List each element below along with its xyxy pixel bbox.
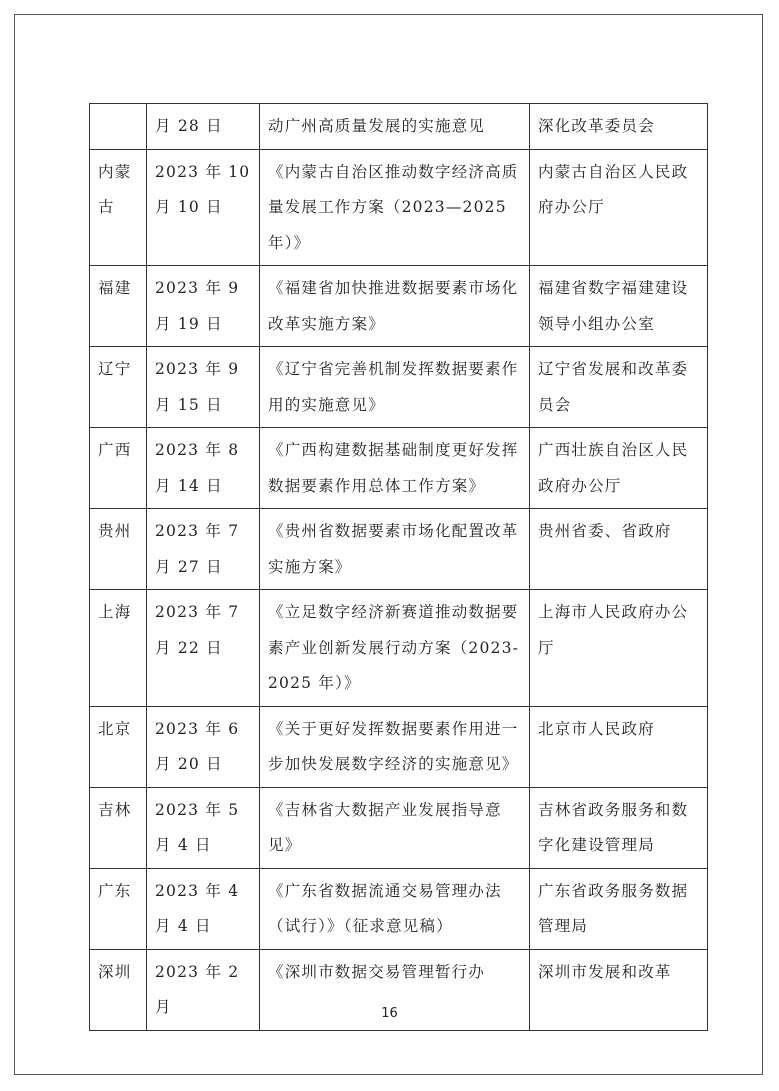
issuer-cell: 辽宁省发展和改革委员会	[530, 347, 708, 428]
table-row	[90, 509, 708, 590]
issuer-cell: 吉林省政务服务和数字化建设管理局	[530, 787, 708, 868]
date-cell: 2023 年 8 月 14 日	[147, 428, 260, 509]
date-cell: 2023 年 9 月 19 日	[147, 266, 260, 347]
table-row	[90, 104, 708, 150]
issuer-cell: 内蒙古自治区人民政府办公厅	[530, 149, 708, 266]
document-cell: 《广西构建数据基础制度更好发挥数据要素作用总体工作方案》	[260, 428, 530, 509]
date-cell: 2023 年 5 月 4 日	[147, 787, 260, 868]
table-row	[90, 590, 708, 707]
document-cell: 《关于更好发挥数据要素作用进一步加快发展数字经济的实施意见》	[260, 706, 530, 787]
document-cell: 《深圳市数据交易管理暂行办	[260, 949, 530, 1030]
document-cell: 动广州高质量发展的实施意见	[260, 104, 530, 150]
document-cell: 《广东省数据流通交易管理办法（试行）》（征求意见稿）	[260, 868, 530, 949]
region-cell: 北京	[90, 706, 147, 787]
region-cell: 广西	[90, 428, 147, 509]
issuer-cell: 深化改革委员会	[530, 104, 708, 150]
issuer-cell: 北京市人民政府	[530, 706, 708, 787]
document-cell: 《福建省加快推进数据要素市场化改革实施方案》	[260, 266, 530, 347]
issuer-cell: 广东省政务服务数据管理局	[530, 868, 708, 949]
region-cell: 辽宁	[90, 347, 147, 428]
table-row	[90, 347, 708, 428]
page-number: 16	[381, 1006, 398, 1021]
region-cell: 吉林	[90, 787, 147, 868]
table-row	[90, 428, 708, 509]
region-cell: 上海	[90, 590, 147, 707]
issuer-cell: 贵州省委、省政府	[530, 509, 708, 590]
table-row	[90, 266, 708, 347]
date-cell: 2023 年 7 月 27 日	[147, 509, 260, 590]
table-row	[90, 149, 708, 266]
document-cell: 《立足数字经济新赛道推动数据要素产业创新发展行动方案（2023-2025 年）》	[260, 590, 530, 707]
date-cell: 2023 年 6 月 20 日	[147, 706, 260, 787]
date-cell: 2023 年 9 月 15 日	[147, 347, 260, 428]
date-cell: 月 28 日	[147, 104, 260, 150]
document-cell: 《吉林省大数据产业发展指导意见》	[260, 787, 530, 868]
document-cell: 《贵州省数据要素市场化配置改革实施方案》	[260, 509, 530, 590]
date-cell: 2023 年 2 月	[147, 949, 260, 1030]
issuer-cell: 广西壮族自治区人民政府办公厅	[530, 428, 708, 509]
table-row	[90, 787, 708, 868]
region-cell: 广东	[90, 868, 147, 949]
issuer-cell: 深圳市发展和改革	[530, 949, 708, 1030]
date-cell: 2023 年 7 月 22 日	[147, 590, 260, 707]
issuer-cell: 上海市人民政府办公厅	[530, 590, 708, 707]
region-cell	[90, 104, 147, 150]
region-cell: 贵州	[90, 509, 147, 590]
document-cell: 《辽宁省完善机制发挥数据要素作用的实施意见》	[260, 347, 530, 428]
region-cell: 深圳	[90, 949, 147, 1030]
date-cell: 2023 年 4 月 4 日	[147, 868, 260, 949]
policy-table	[89, 103, 708, 1031]
issuer-cell: 福建省数字福建建设领导小组办公室	[530, 266, 708, 347]
table-row	[90, 868, 708, 949]
date-cell: 2023 年 10 月 10 日	[147, 149, 260, 266]
table-row	[90, 706, 708, 787]
region-cell: 福建	[90, 266, 147, 347]
region-cell: 内蒙古	[90, 149, 147, 266]
document-cell: 《内蒙古自治区推动数字经济高质量发展工作方案（2023—2025 年）》	[260, 149, 530, 266]
